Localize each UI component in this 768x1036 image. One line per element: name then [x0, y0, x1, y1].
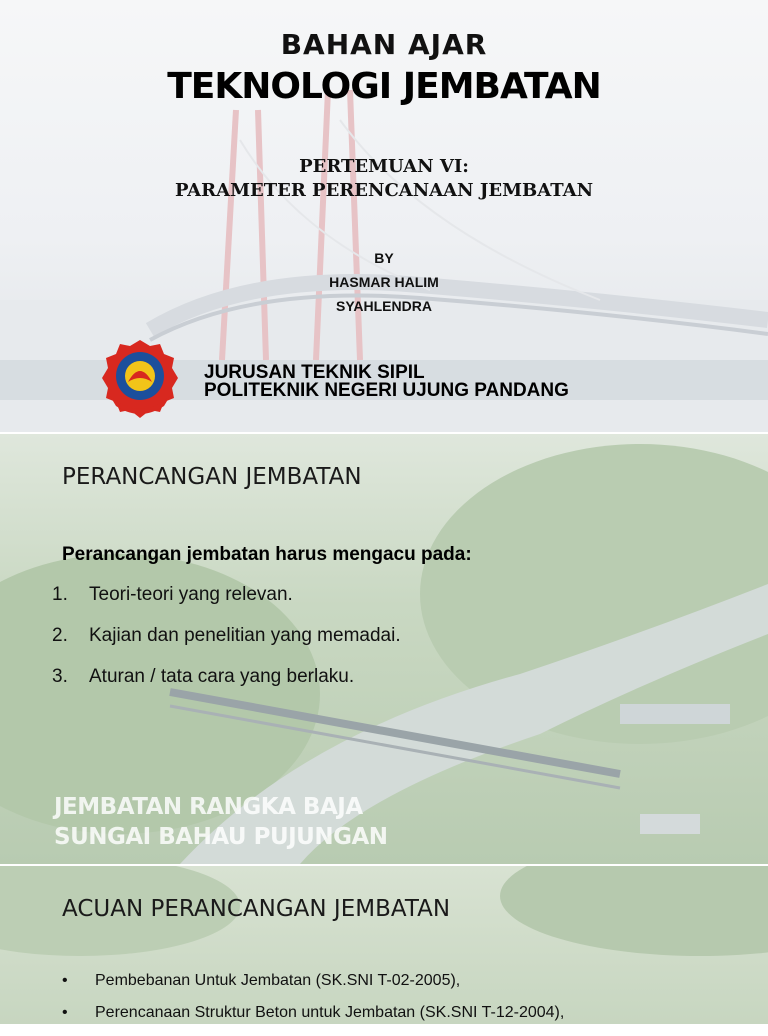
- list-text: Aturan / tata cara yang berlaku.: [89, 666, 355, 687]
- title-line-1: BAHAN AJAR: [280, 28, 488, 61]
- by-label: BY: [374, 250, 394, 266]
- subtitle-line-1: PERTEMUAN VI:: [299, 156, 469, 177]
- photo-caption-line-2: SUNGAI BAHAU PUJUNGAN: [54, 824, 388, 850]
- slide2-heading: PERANCANGAN JEMBATAN: [62, 464, 362, 490]
- title-line-2: TEKNOLOGI JEMBATAN: [167, 66, 601, 107]
- list-item: [52, 625, 401, 666]
- institution-name: POLITEKNIK NEGERI UJUNG PANDANG: [204, 380, 569, 401]
- list-item: [62, 972, 564, 1004]
- list-text: Pembebanan Untuk Jembatan (SK.SNI T-02-2005),: [95, 972, 461, 989]
- polytechnic-logo-icon: [98, 338, 182, 422]
- list-text: Teori-teori yang relevan.: [89, 584, 293, 605]
- list-item: [52, 584, 401, 625]
- list-text: Perencanaan Struktur Beton untuk Jembatan (SK.SNI T-12-2004),: [95, 1004, 565, 1021]
- list-number: 3.: [52, 666, 68, 687]
- list-item: [52, 666, 401, 707]
- list-number: 2.: [52, 625, 68, 646]
- list-text: Kajian dan penelitian yang memadai.: [89, 625, 401, 646]
- bullet-list: [62, 972, 564, 1036]
- photo-caption-line-1: JEMBATAN RANGKA BAJA: [54, 794, 363, 820]
- subtitle-line-2: PARAMETER PERENCANAAN JEMBATAN: [174, 180, 594, 201]
- author-1: HASMAR HALIM: [329, 274, 439, 290]
- list-item: [62, 1004, 564, 1036]
- list-number: 1.: [52, 584, 68, 605]
- slide3-heading: ACUAN PERANCANGAN JEMBATAN: [62, 896, 451, 922]
- bullet-icon: •: [62, 1004, 68, 1021]
- list-intro: Perancangan jembatan harus mengacu pada:: [62, 544, 472, 565]
- department-name: JURUSAN TEKNIK SIPIL: [204, 362, 425, 383]
- numbered-list: [52, 584, 401, 707]
- author-2: SYAHLENDRA: [336, 298, 432, 314]
- slide-title: [0, 0, 768, 432]
- bullet-icon: •: [62, 972, 68, 989]
